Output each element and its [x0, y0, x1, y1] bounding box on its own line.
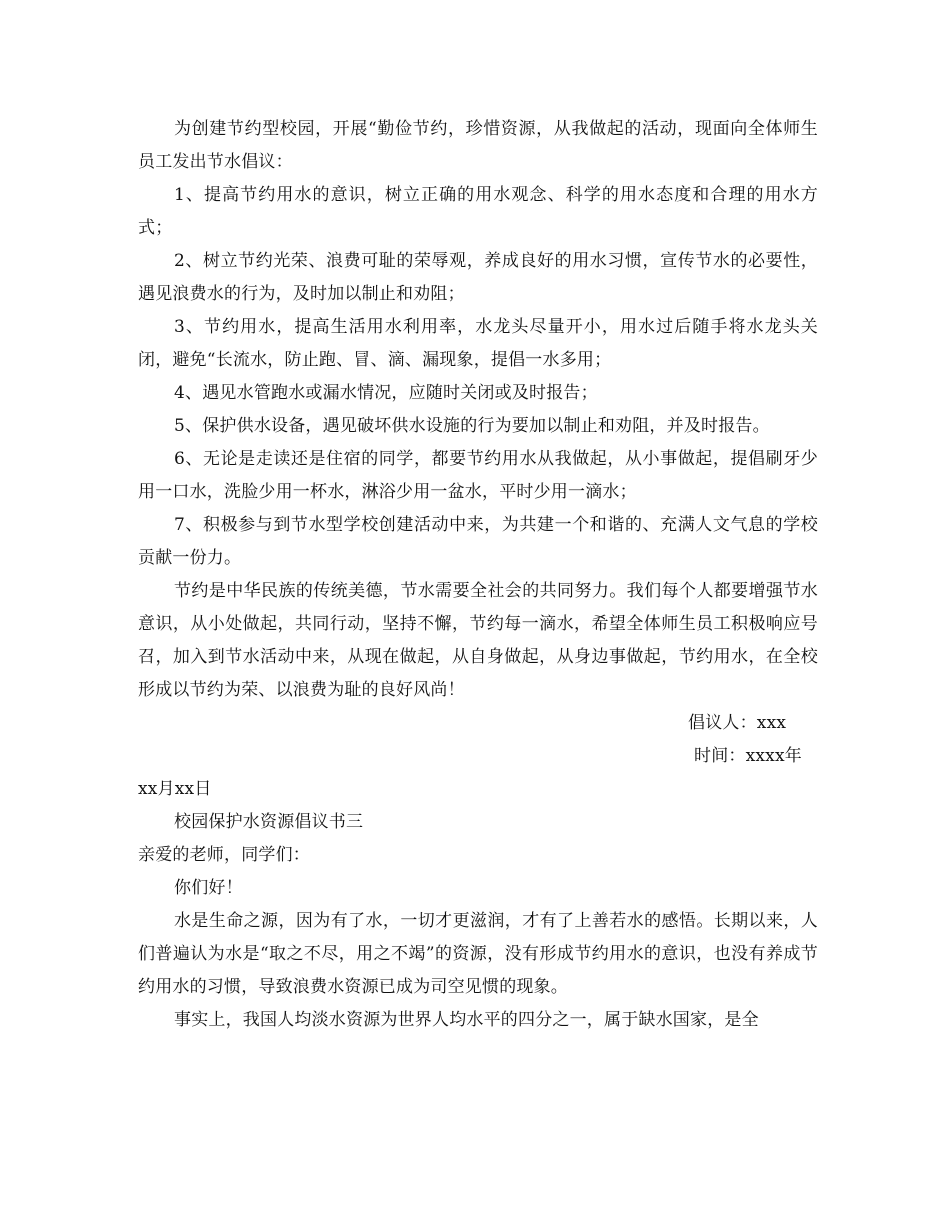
date-line-2: xx月xx日 — [138, 779, 212, 799]
section-title: 校园保护水资源倡议书三 — [174, 812, 364, 832]
closing-paragraph: 节约是中华民族的传统美德，节水需要全社会的共同努力。我们每个人都要增强节水意识，从小处做起，共同行动，坚持不懈，节约每一滴水，希望全体师生员工积极响应号召，加入到节水活动中来，从现在做起，从自身做起，从身边事做起，节约用水，在全校形成以节约为荣、以浪费为耻的良好风尚！ — [138, 581, 818, 700]
item-6-paragraph: 6、无论是走读还是住宿的同学，都要节约用水从我做起，从小事做起，提倡刷牙少用一口水，洗脸少用一杯水，淋浴少用一盆水，平时少用一滴水； — [138, 449, 818, 502]
item-4-paragraph: 4、遇见水管跑水或漏水情况，应随时关闭或及时报告； — [174, 383, 598, 403]
item-1-paragraph: 1、提高节约用水的意识，树立正确的用水观念、科学的用水态度和合理的用水方式； — [138, 185, 818, 238]
signer-line: 倡议人：xxx — [688, 713, 787, 733]
body-paragraph-2: 事实上，我国人均淡水资源为世界人均水平的四分之一，属于缺水国家，是全 — [174, 1010, 759, 1030]
date-line-1: 时间：xxxx年 — [694, 746, 802, 766]
item-7-paragraph: 7、积极参与到节水型学校创建活动中来，为共建一个和谐的、充满人文气息的学校贡献一份力。 — [138, 515, 818, 568]
item-5-paragraph: 5、保护供水设备，遇见破坏供水设施的行为要加以制止和劝阻，并及时报告。 — [174, 416, 770, 436]
item-3-paragraph: 3、节约用水，提高生活用水利用率，水龙头尽量开小，用水过后随手将水龙头关闭，避免“长流水，防止跑、冒、滴、漏现象，提倡一水多用； — [138, 317, 818, 370]
salutation: 亲爱的老师，同学们： — [138, 845, 310, 865]
intro-paragraph: 为创建节约型校园，开展“勤俭节约，珍惜资源，从我做起的活动，现面向全体师生员工发出节水倡议： — [138, 119, 818, 172]
body-paragraph-1: 水是生命之源，因为有了水，一切才更滋润，才有了上善若水的感悟。长期以来，人们普遍认为水是“取之不尽，用之不竭”的资源，没有形成节约用水的意识，也没有养成节约用水的习惯，导致浪费水资源已成为司空见惯的现象。 — [138, 911, 818, 997]
greeting: 你们好！ — [174, 878, 243, 898]
item-2-paragraph: 2、树立节约光荣、浪费可耻的荣辱观，养成良好的用水习惯，宣传节水的必要性，遇见浪费水的行为，及时加以制止和劝阻； — [138, 251, 818, 304]
